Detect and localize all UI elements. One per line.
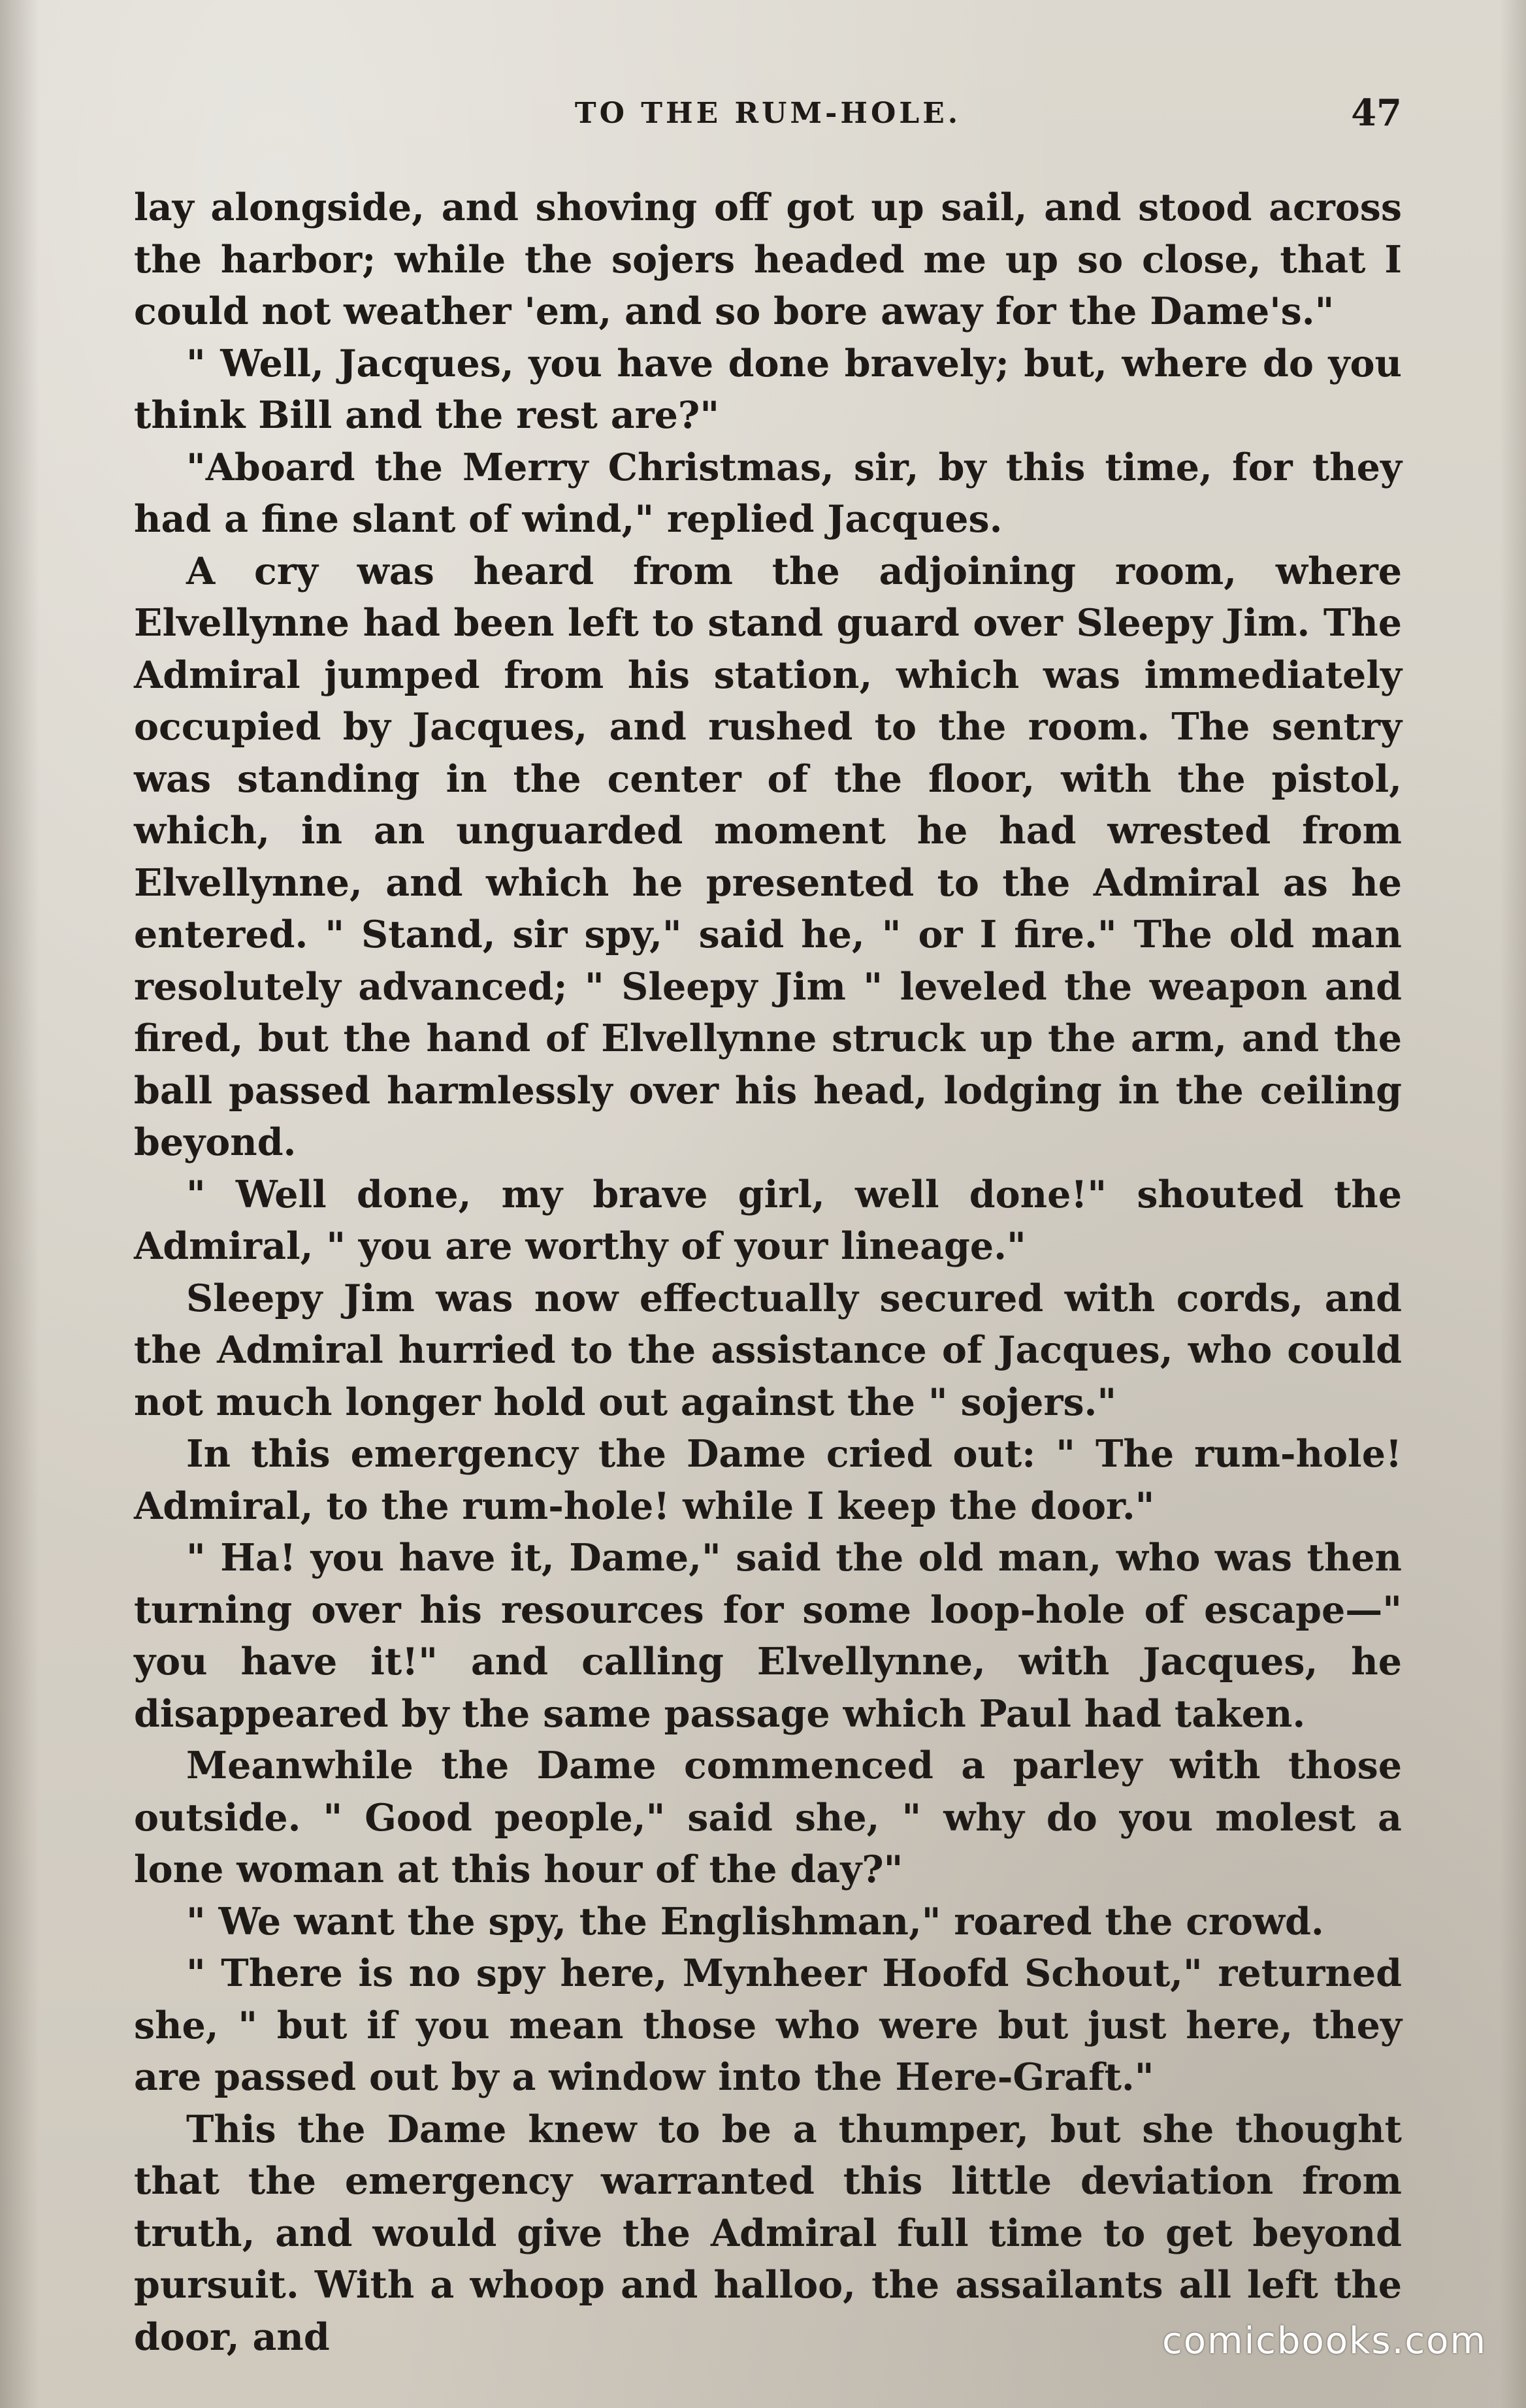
paragraph-4: A cry was heard from the adjoining room, where Elvellynne had been left to stand guard over Sleepy Jim. The Admiral jumped from his station, which was immediately occupied by Jacques, and rushed to the room. The sentry was standing in the center of the floor, with the pistol, which, in an unguarded moment he had wrested from Elvellynne, and which he presented to the Admiral as he entered. " Stand, sir spy," said he, " or I fire." The old man resolutely advanced; " Sleepy Jim " leveled the weapon and fired, but the hand of Elvellynne struck up the arm, and the ball passed harmlessly over his head, lodging in the ceiling beyond. (134, 549, 1402, 1164)
paragraph-8: " Ha! you have it, Dame," said the old man, who was then turning over his resources for some loop-hole of escape—" you have it!" and calling Elvellynne, with Jacques, he disappeared by the same passage which Paul had taken. (134, 1536, 1402, 1736)
paragraph-10: " We want the spy, the Englishman," roared the crowd. (186, 1899, 1324, 1944)
page-number: 47 (1351, 91, 1402, 135)
paragraph-2: " Well, Jacques, you have done bravely; but, where do you think Bill and the rest are?" (134, 341, 1402, 437)
paragraph-1: lay alongside, and shoving off got up sail, and stood across the harbor; while the sojers headed me up so close, that I could not weather 'em, and so bore away for the Dame's." (134, 186, 1402, 333)
running-title: TO THE RUM-HOLE. (574, 97, 962, 130)
paragraph-3: "Aboard the Merry Christmas, sir, by this time, for they had a fine slant of wind," replied Jacques. (134, 445, 1402, 541)
paragraph-9: Meanwhile the Dame commenced a parley with those outside. " Good people," said she, " why do you molest a lone woman at this hour of the day?" (134, 1744, 1402, 1891)
body-text (134, 182, 1402, 2363)
paragraph-12: This the Dame knew to be a thumper, but she thought that the emergency warranted this little deviation from truth, and would give the Admiral full time to get beyond pursuit. With a whoop and halloo, the assailants all left the door, and (134, 2107, 1402, 2359)
paragraph-6: Sleepy Jim was now effectually secured with cords, and the Admiral hurried to the assistance of Jacques, who could not much longer hold out against the " sojers." (134, 1276, 1402, 1424)
paragraph-7: In this emergency the Dame cried out: " The rum-hole! Admiral, to the rum-hole! while I keep the door." (134, 1432, 1402, 1528)
running-head (134, 91, 1402, 144)
watermark: comicbooks.com (1161, 2320, 1487, 2362)
paragraph-5: " Well done, my brave girl, well done!" shouted the Admiral, " you are worthy of your lineage." (134, 1172, 1402, 1268)
paragraph-11: " There is no spy here, Mynheer Hoofd Schout," returned she, " but if you mean those who were but just here, they are passed out by a window into the Here-Graft." (134, 1951, 1402, 2099)
